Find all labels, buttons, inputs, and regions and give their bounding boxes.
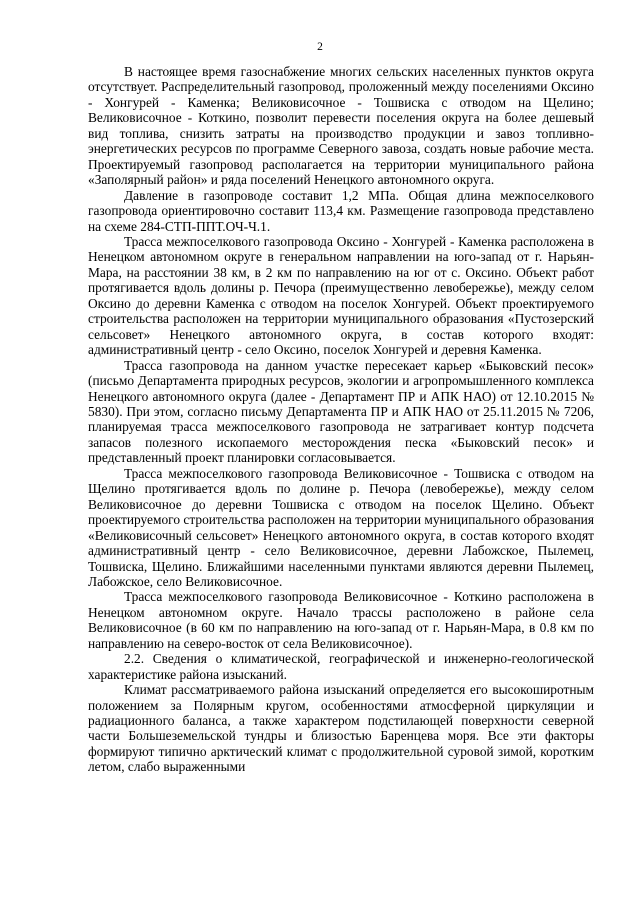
paragraph-toshviska-route: Трасса межпоселкового газопровода Великовисочное - Тошвиска с отводом на Щелино протягивается вдоль по долине р. Печора (левобережье), между селом Великовисочное до деревни Тошвиска с отводом на поселок Щелино. Объект проектируемого строительства расположен на территории муниципального образования «Великовисочный сельсовет» Ненецкого автономного округа, в состав которого входят административный центр - село Великовисочное, деревни Лабожское, Пылемец, Тошвиска, Щелино. Ближайшими населенными пунктами являются деревни Пылемец, Лабожское, село Великовисочное. [88, 465, 594, 589]
paragraph-kotkino-route: Трасса межпоселкового газопровода Великовисочное - Коткино расположена в Ненецком автономном округе. Начало трассы расположено в районе села Великовисочное (в 60 км по направлению на юго-запад от г. Нарьян-Мара, в 0.8 км по направлению на северо-восток от села Великовисочное). [88, 589, 594, 651]
paragraph-gas-supply-intro: В настоящее время газоснабжение многих сельских населенных пунктов округа отсутствует. Распределительный газопровод, проложенный между поселениями Оксино - Хонгурей - Каменка; Великовисочное - Тошвиска с отводом на Щелино; Великовисочное - Коткино, позволит перевести поселения округа на более дешевый вид топлива, снизить затраты на производство продукции и завоз топливно-энергетических ресурсов по программе Северного завоза, создать новые рабочие места. Проектируемый газопровод располагается на территории муниципального района «Заполярный район» и ряда поселений Ненецкого автономного округа. [88, 64, 594, 188]
paragraph-pressure-and-length: Давление в газопроводе составит 1,2 МПа. Общая длина межпоселкового газопровода ориентировочно составит 113,4 км. Размещение газопровода представлено на схеме 284-СТП-ППТ.ОЧ-Ч.1. [88, 187, 594, 234]
paragraph-oksino-route: Трасса межпоселкового газопровода Оксино - Хонгурей - Каменка расположена в Ненецком автономном округе в генеральном направлении на юго-запад от г. Нарьян-Мара, на расстоянии 38 км, в 2 км по направлению на юг от с. Оксино. Объект работ протягивается вдоль долины р. Печора (преимущественно левобережье), между селом Оксино до деревни Каменка с отводом на поселок Хонгурей. Объект проектируемого строительства расположен на территории муниципального образования «Пустозерский сельсовет» Ненецкого автономного округа, в состав которого входят: административный центр - село Оксино, поселок Хонгурей и деревня Каменка. [88, 233, 594, 358]
section-heading-2-2: 2.2. Сведения о климатической, географической и инженерно-геологической характеристике района изысканий. [88, 651, 594, 682]
paragraph-quarry-crossing: Трасса газопровода на данном участке пересекает карьер «Быковский песок» (письмо Департамента природных ресурсов, экологии и агропромышленного комплекса Ненецкого автономного округа (далее - Департамент ПР и АПК НАО) от 12.10.2015 № 5830). При этом, согласно письму Департамента ПР и АПК НАО от 25.11.2015 № 7206, планируемая трасса межпоселкового газопровода не затрагивает контур подсчета запасов полезного ископаемого месторождения песка «Быковский песок» и представленный проект планировки согласовывается. [88, 357, 594, 466]
paragraph-climate: Климат рассматриваемого района изысканий определяется его высокоширотным положением за Полярным кругом, особенностями атмосферной циркуляции и радиационного баланса, а также характером подстилающей поверхности северной части Большеземельской тундры и близостью Баренцева моря. Все эти факторы формируют типично арктический климат с продолжительной суровой зимой, коротким летом, слабо выраженными [88, 682, 594, 775]
body-text [88, 64, 594, 775]
page-number: 2 [317, 41, 323, 53]
